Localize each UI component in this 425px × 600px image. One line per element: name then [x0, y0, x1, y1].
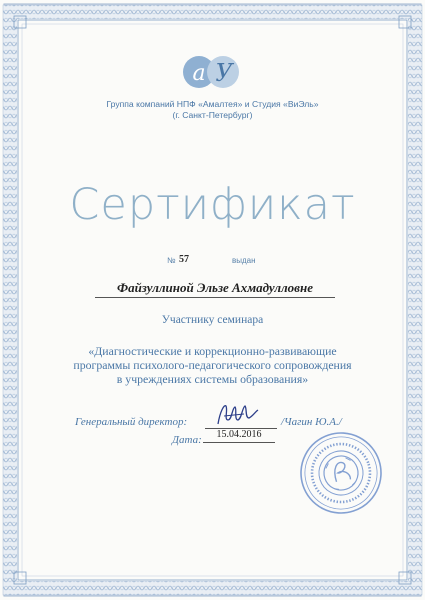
company-line-1: Группа компаний НПФ «Амалтея» и Студия «ВиЭль» [106, 99, 319, 109]
logo-letter-a: а [192, 61, 206, 86]
recipient-role: Участнику семинара [161, 314, 264, 326]
director-label: Генеральный директор: [75, 416, 188, 428]
issued-label: выдан [232, 256, 256, 265]
director-signature [214, 398, 260, 430]
certificate-title: Сертификат [69, 180, 356, 230]
date-label: Дата: [172, 434, 202, 446]
company-name [60, 99, 365, 121]
company-line-2: (г. Санкт-Петербург) [172, 110, 253, 120]
director-name: /Чагин Ю.А./ [281, 416, 342, 428]
seminar-title [50, 344, 375, 386]
number-label: № [167, 256, 176, 265]
company-logo [179, 50, 245, 94]
official-stamp [298, 430, 384, 516]
certificate-number-line [0, 255, 425, 269]
seminar-line-3: в учреждениях системы образования» [116, 372, 309, 386]
logo-letter-u: У [215, 59, 233, 87]
seminar-line-1: «Диагностические и коррекционно-развивающие [88, 344, 337, 358]
seminar-line-2: программы психолого-педагогического сопровождения [73, 358, 352, 372]
certificate-number: 57 [179, 254, 189, 265]
date-value: 15.04.2016 [203, 428, 275, 443]
recipient-name: Файзуллиной Эльзе Ахмадулловне [95, 279, 335, 298]
